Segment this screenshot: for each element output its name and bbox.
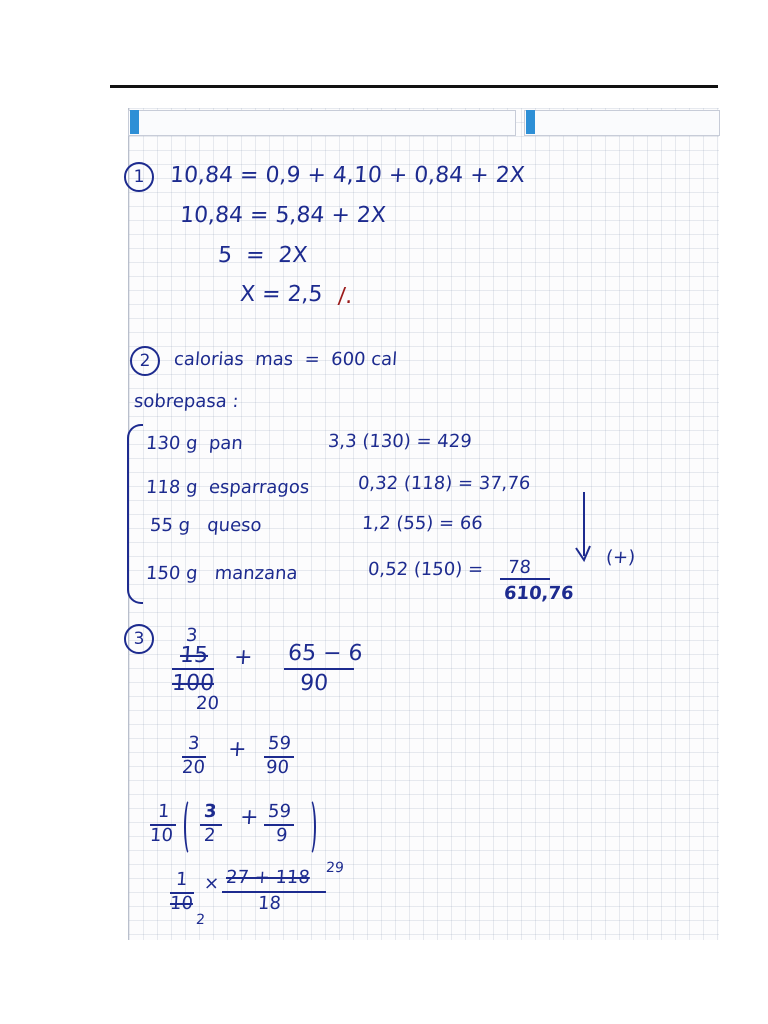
step1-plus: + [233,645,254,670]
problem-1-line-3: 5 = 2X [217,243,309,268]
food-calc-2: 0,32 (118) = 37,76 [357,473,532,494]
step4-coef-subscript: 2 [195,912,206,928]
food-calc-3: 1,2 (55) = 66 [361,513,484,534]
step4-denominator: 18 [257,893,282,914]
step3-open-paren [184,798,196,856]
step4-times: × [203,873,220,894]
step2-denominator-2: 90 [265,757,290,778]
problem-1-answer-mark: /. [337,284,354,309]
problem-2-subtitle: sobrepasa : [133,391,240,412]
step1-reduced-numerator: 3 [185,625,199,646]
problem-2-brace [127,424,143,604]
step1-numerator-2: 65 − 6 [287,641,364,666]
food-item-4: 150 g manzana [145,563,299,584]
step1-reduced-denominator: 20 [195,693,220,714]
step3-denominator-b: 9 [275,825,289,846]
step2-numerator-2: 59 [267,733,292,754]
calorie-total: 610,76 [503,583,575,604]
step3-numerator-b: 59 [267,801,292,822]
page-top-rule [110,85,718,88]
step3-denominator-a: 2 [203,825,217,846]
problem-2-title: calorias mas = 600 cal [173,349,398,370]
sum-plus-note: (+) [605,547,636,568]
step4-coef-denominator: 10 [169,893,194,914]
food-item-3: 55 g queso [149,515,263,536]
step1-fraction-bar [172,668,214,670]
step4-coef-numerator: 1 [175,869,189,890]
sum-arrow [570,490,590,570]
step3-plus: + [239,805,260,830]
step1-numerator: 15 [179,643,209,668]
step3-coef-numerator: 1 [157,801,171,822]
step3-coef-denominator: 10 [149,825,174,846]
food-item-1: 130 g pan [145,433,244,454]
step4-numerator: 27 + 118 [225,867,311,888]
step1-fraction-bar-2 [284,668,354,670]
food-calc-4: 0,52 (150) = [367,559,484,580]
food-item-2: 118 g esparragos [145,477,310,498]
step4-superscript: 29 [325,860,345,876]
header-field-left [128,110,516,136]
problem-1-answer: X = 2,5 [239,282,324,307]
step2-denominator: 20 [181,757,206,778]
step2-plus: + [227,737,248,762]
problem-1-line-2: 10,84 = 5,84 + 2X [179,203,387,228]
step2-numerator: 3 [187,733,201,754]
header-tab-left [130,110,139,134]
header-tab-right [526,110,535,134]
problem-1-number: 1 [124,162,154,192]
step3-numerator-a: 3 [203,801,218,822]
problem-2-number: 2 [130,346,160,376]
step1-denominator-2: 90 [299,671,329,696]
food-calc-1: 3,3 (130) = 429 [327,431,473,452]
header-field-right [524,110,720,136]
problem-1-line-1: 10,84 = 0,9 + 4,10 + 0,84 + 2X [169,163,526,188]
step1-denominator: 100 [171,671,215,696]
problem-3-number: 3 [124,624,154,654]
food-calc-4-value: 78 [507,557,532,578]
sum-rule [500,578,550,580]
step3-close-paren [304,798,316,856]
